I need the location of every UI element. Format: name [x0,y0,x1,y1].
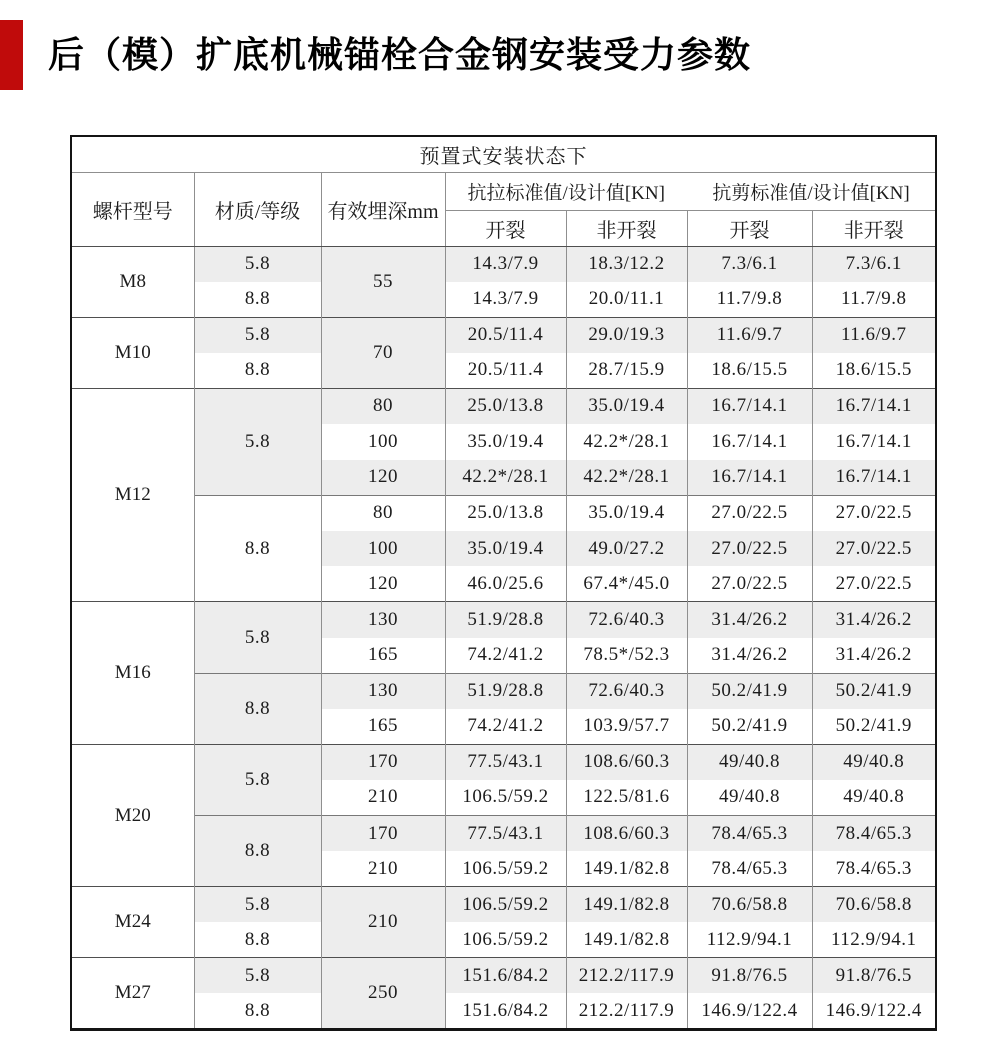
tension-uncracked-value: 149.1/82.8 [566,922,687,958]
shear-cracked-value: 78.4/65.3 [687,851,812,887]
anchor-bolt-parameters-table [70,135,937,1031]
table-row [71,317,936,353]
tension-cracked-value: 74.2/41.2 [445,709,566,745]
shear-uncracked-value: 16.7/14.1 [812,460,936,496]
model-cell: M16 [71,602,194,744]
model-cell: M27 [71,958,194,1029]
shear-uncracked-value: 50.2/41.9 [812,673,936,709]
depth-cell: 210 [321,887,445,958]
tension-cracked-value: 35.0/19.4 [445,424,566,460]
tension-cracked-value: 77.5/43.1 [445,816,566,852]
tension-cracked-value: 51.9/28.8 [445,602,566,638]
table-row [71,993,936,1029]
tension-cracked-value: 46.0/25.6 [445,566,566,602]
tension-uncracked-value: 212.2/117.9 [566,993,687,1029]
table-row [71,495,936,531]
tension-uncracked-value: 67.4*/45.0 [566,566,687,602]
shear-cracked-value: 16.7/14.1 [687,460,812,496]
shear-cracked-value: 31.4/26.2 [687,638,812,674]
shear-cracked-value: 16.7/14.1 [687,424,812,460]
tension-uncracked-value: 122.5/81.6 [566,780,687,816]
material-cell: 8.8 [194,993,321,1029]
tension-cracked-value: 25.0/13.8 [445,495,566,531]
tension-cracked-value: 151.6/84.2 [445,993,566,1029]
table-row [71,246,936,282]
shear-uncracked-value: 16.7/14.1 [812,388,936,424]
material-cell: 5.8 [194,958,321,994]
table-row [71,958,936,994]
material-cell: 5.8 [194,744,321,815]
col-header-tension-cracked: 开裂 [445,210,566,246]
shear-cracked-value: 11.7/9.8 [687,282,812,318]
depth-cell: 80 [321,495,445,531]
depth-cell: 130 [321,673,445,709]
tension-uncracked-value: 149.1/82.8 [566,887,687,923]
shear-cracked-value: 49/40.8 [687,780,812,816]
depth-cell: 120 [321,566,445,602]
tension-cracked-value: 14.3/7.9 [445,282,566,318]
depth-cell: 170 [321,816,445,852]
tension-cracked-value: 106.5/59.2 [445,851,566,887]
tension-uncracked-value: 29.0/19.3 [566,317,687,353]
material-cell: 8.8 [194,495,321,602]
shear-cracked-value: 18.6/15.5 [687,353,812,389]
material-cell: 5.8 [194,602,321,673]
col-header-shear-cracked: 开裂 [687,210,812,246]
shear-cracked-value: 16.7/14.1 [687,388,812,424]
table-banner: 预置式安装状态下 [71,136,936,172]
shear-uncracked-value: 7.3/6.1 [812,246,936,282]
header-row-main [71,172,936,210]
shear-uncracked-value: 11.7/9.8 [812,282,936,318]
shear-uncracked-value: 112.9/94.1 [812,922,936,958]
shear-uncracked-value: 18.6/15.5 [812,353,936,389]
col-header-tension-uncracked: 非开裂 [566,210,687,246]
title-accent-bar [0,20,23,90]
shear-uncracked-value: 49/40.8 [812,744,936,780]
tension-uncracked-value: 42.2*/28.1 [566,460,687,496]
shear-cracked-value: 146.9/122.4 [687,993,812,1029]
depth-cell: 130 [321,602,445,638]
col-header-depth: 有效埋深mm [321,172,445,246]
shear-cracked-value: 7.3/6.1 [687,246,812,282]
depth-cell: 210 [321,851,445,887]
tension-cracked-value: 77.5/43.1 [445,744,566,780]
shear-cracked-value: 27.0/22.5 [687,531,812,567]
material-cell: 8.8 [194,922,321,958]
shear-uncracked-value: 11.6/9.7 [812,317,936,353]
depth-cell: 55 [321,246,445,317]
tension-cracked-value: 42.2*/28.1 [445,460,566,496]
banner-row [71,136,936,172]
tension-uncracked-value: 72.6/40.3 [566,673,687,709]
shear-cracked-value: 50.2/41.9 [687,673,812,709]
shear-uncracked-value: 27.0/22.5 [812,495,936,531]
tension-cracked-value: 106.5/59.2 [445,887,566,923]
table-row [71,388,936,424]
tension-uncracked-value: 49.0/27.2 [566,531,687,567]
shear-cracked-value: 11.6/9.7 [687,317,812,353]
model-cell: M12 [71,388,194,602]
tension-uncracked-value: 28.7/15.9 [566,353,687,389]
tension-uncracked-value: 42.2*/28.1 [566,424,687,460]
col-header-tension-group: 抗拉标准值/设计值[KN] [445,172,687,210]
shear-cracked-value: 27.0/22.5 [687,495,812,531]
tension-cracked-value: 106.5/59.2 [445,922,566,958]
material-cell: 8.8 [194,673,321,744]
shear-uncracked-value: 78.4/65.3 [812,816,936,852]
shear-uncracked-value: 49/40.8 [812,780,936,816]
material-cell: 8.8 [194,816,321,887]
tension-uncracked-value: 212.2/117.9 [566,958,687,994]
shear-uncracked-value: 31.4/26.2 [812,638,936,674]
shear-uncracked-value: 78.4/65.3 [812,851,936,887]
shear-uncracked-value: 70.6/58.8 [812,887,936,923]
material-cell: 8.8 [194,282,321,318]
model-cell: M8 [71,246,194,317]
material-cell: 8.8 [194,353,321,389]
table-container [70,135,937,1031]
tension-uncracked-value: 78.5*/52.3 [566,638,687,674]
depth-cell: 170 [321,744,445,780]
shear-cracked-value: 49/40.8 [687,744,812,780]
tension-uncracked-value: 108.6/60.3 [566,816,687,852]
table-row [71,353,936,389]
tension-cracked-value: 25.0/13.8 [445,388,566,424]
table-row [71,887,936,923]
tension-cracked-value: 151.6/84.2 [445,958,566,994]
col-header-material: 材质/等级 [194,172,321,246]
table-row [71,744,936,780]
depth-cell: 100 [321,531,445,567]
material-cell: 5.8 [194,887,321,923]
col-header-shear-group: 抗剪标准值/设计值[KN] [687,172,936,210]
tension-cracked-value: 51.9/28.8 [445,673,566,709]
model-cell: M10 [71,317,194,388]
tension-uncracked-value: 103.9/57.7 [566,709,687,745]
shear-uncracked-value: 146.9/122.4 [812,993,936,1029]
shear-cracked-value: 31.4/26.2 [687,602,812,638]
col-header-model: 螺杆型号 [71,172,194,246]
tension-cracked-value: 14.3/7.9 [445,246,566,282]
table-row [71,602,936,638]
model-cell: M20 [71,744,194,886]
col-header-shear-uncracked: 非开裂 [812,210,936,246]
model-cell: M24 [71,887,194,958]
tension-uncracked-value: 20.0/11.1 [566,282,687,318]
table-row [71,816,936,852]
depth-cell: 120 [321,460,445,496]
material-cell: 5.8 [194,388,321,495]
shear-cracked-value: 50.2/41.9 [687,709,812,745]
tension-cracked-value: 35.0/19.4 [445,531,566,567]
depth-cell: 165 [321,638,445,674]
tension-cracked-value: 106.5/59.2 [445,780,566,816]
shear-cracked-value: 112.9/94.1 [687,922,812,958]
material-cell: 5.8 [194,317,321,353]
shear-cracked-value: 70.6/58.8 [687,887,812,923]
shear-cracked-value: 27.0/22.5 [687,566,812,602]
shear-uncracked-value: 27.0/22.5 [812,566,936,602]
tension-uncracked-value: 18.3/12.2 [566,246,687,282]
shear-uncracked-value: 31.4/26.2 [812,602,936,638]
page-title: 后（模）扩底机械锚栓合金钢安装受力参数 [48,34,752,75]
tension-uncracked-value: 108.6/60.3 [566,744,687,780]
depth-cell: 165 [321,709,445,745]
shear-uncracked-value: 50.2/41.9 [812,709,936,745]
table-row [71,282,936,318]
shear-cracked-value: 78.4/65.3 [687,816,812,852]
tension-uncracked-value: 149.1/82.8 [566,851,687,887]
table-row [71,922,936,958]
material-cell: 5.8 [194,246,321,282]
depth-cell: 100 [321,424,445,460]
depth-cell: 250 [321,958,445,1029]
depth-cell: 70 [321,317,445,388]
shear-uncracked-value: 91.8/76.5 [812,958,936,994]
depth-cell: 210 [321,780,445,816]
tension-uncracked-value: 35.0/19.4 [566,495,687,531]
depth-cell: 80 [321,388,445,424]
tension-uncracked-value: 35.0/19.4 [566,388,687,424]
page-header [0,20,751,90]
shear-uncracked-value: 16.7/14.1 [812,424,936,460]
tension-cracked-value: 20.5/11.4 [445,353,566,389]
tension-cracked-value: 20.5/11.4 [445,317,566,353]
shear-cracked-value: 91.8/76.5 [687,958,812,994]
tension-uncracked-value: 72.6/40.3 [566,602,687,638]
shear-uncracked-value: 27.0/22.5 [812,531,936,567]
table-row [71,673,936,709]
tension-cracked-value: 74.2/41.2 [445,638,566,674]
